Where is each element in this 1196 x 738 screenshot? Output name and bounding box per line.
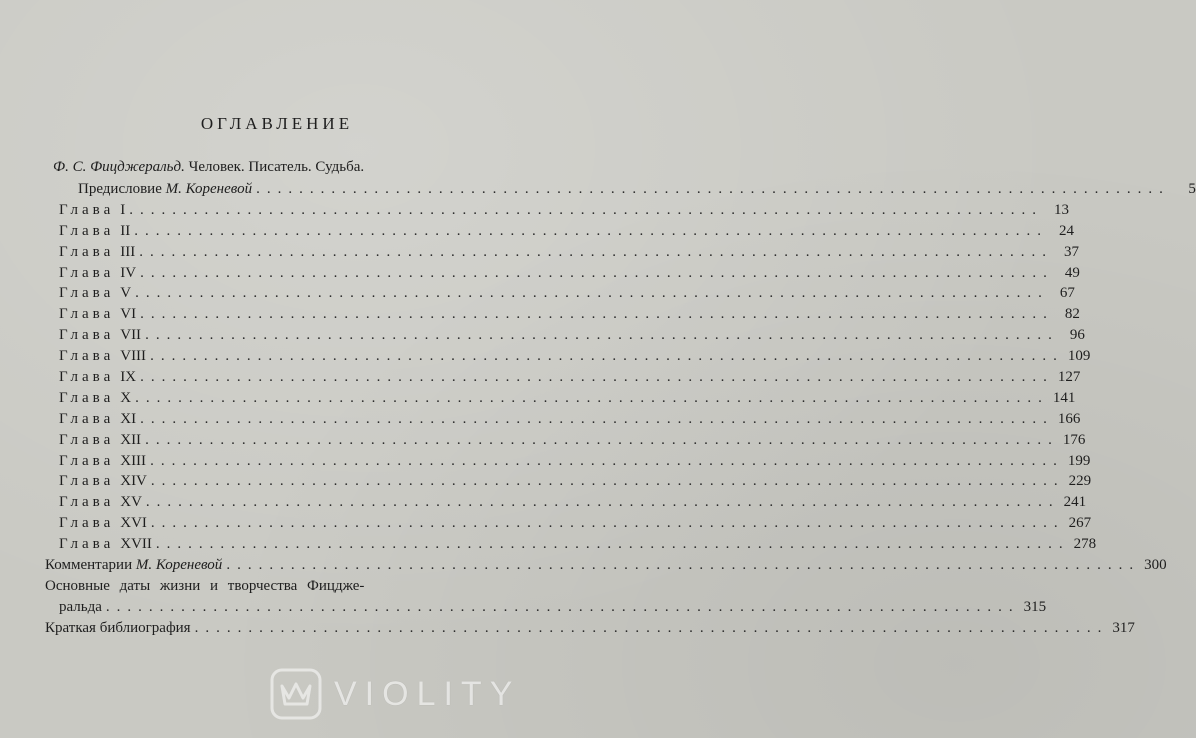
chapter-word: Глава <box>59 264 115 281</box>
page-number: 317 <box>1112 619 1135 636</box>
entry-label <box>59 242 135 263</box>
entry-label <box>59 513 147 534</box>
page-number: 127 <box>1057 369 1081 386</box>
entry-label <box>45 555 222 576</box>
chapter-word: Глава <box>59 515 115 532</box>
dot-leader: ..................................................................................... <box>129 201 1043 218</box>
chapter-numeral: VI <box>120 306 137 323</box>
toc-entry-chapter <box>45 409 1081 430</box>
page-number: 166 <box>1057 410 1081 427</box>
chapter-numeral: II <box>120 222 131 239</box>
page-number: 109 <box>1067 348 1091 365</box>
entry-label <box>59 367 136 388</box>
chapter-word: Глава <box>59 369 115 386</box>
page-number: 24 <box>1058 222 1074 239</box>
intro-title: Человек. Писатель. Судьба. <box>188 159 365 175</box>
comments-author: М. Кореневой <box>135 557 223 574</box>
entry-label <box>59 409 136 430</box>
chapter-numeral: X <box>120 389 132 406</box>
dot-leader: ..................................................................................... <box>140 369 1054 386</box>
entry-label <box>59 534 152 555</box>
entry-label <box>59 388 131 409</box>
page-number: 67 <box>1059 285 1075 302</box>
preface-label: Предисловие <box>78 181 162 197</box>
chapter-word: Глава <box>59 431 115 448</box>
chapter-word: Глава <box>59 410 115 427</box>
page-number: 82 <box>1064 306 1080 323</box>
intro-author: Ф. С. Фицджеральд. <box>53 159 185 175</box>
toc-entry-chapter <box>45 367 1081 388</box>
entry-label <box>59 283 131 304</box>
chapter-numeral: XIII <box>120 452 147 469</box>
chapter-word: Глава <box>59 306 115 323</box>
chapter-word: Глава <box>59 348 115 365</box>
page-number: 267 <box>1068 515 1092 532</box>
chapter-numeral: XIV <box>120 473 147 490</box>
dot-leader: ..................................................................................... <box>134 222 1048 239</box>
toc-entry-chapter <box>45 346 1091 367</box>
toc-entry-chapter <box>45 513 1092 534</box>
toc-entry-chapter <box>45 283 1075 304</box>
entry-label <box>59 346 146 367</box>
dot-leader: ..................................................................................... <box>145 431 1059 448</box>
chapter-word: Глава <box>59 452 115 469</box>
toc-entry-chapter <box>45 325 1085 346</box>
chapter-numeral: I <box>120 201 126 218</box>
chapter-word: Глава <box>59 243 115 260</box>
page-number: 241 <box>1063 494 1087 511</box>
toc-entry-chapter <box>45 451 1091 472</box>
dates-line-1: Основные даты жизни и творчества Фицдже- <box>45 577 365 594</box>
entry-label <box>59 430 141 451</box>
page-number: 315 <box>1023 598 1047 615</box>
page-number: 199 <box>1067 452 1091 469</box>
chapter-numeral: XV <box>120 494 142 511</box>
page-number: 176 <box>1062 431 1086 448</box>
dot-leader: ..................................................................................... <box>135 389 1049 406</box>
page-number: 229 <box>1068 473 1092 490</box>
entry-label <box>59 221 130 242</box>
toc-entry-dates <box>45 576 1047 618</box>
toc-entry-comments <box>45 555 1167 576</box>
toc-entry-chapter <box>45 200 1069 221</box>
dot-leader: ..................................................................................... <box>155 536 1070 553</box>
toc-entry-chapter <box>45 388 1076 409</box>
chapter-list <box>45 200 1097 555</box>
page-title: ОГЛАВЛЕНИЕ <box>200 114 354 133</box>
dot-leader: ..................................................................................... <box>150 473 1065 490</box>
toc-entry-chapter <box>45 430 1086 451</box>
entry-label <box>59 304 136 325</box>
preface-author: М. Кореневой <box>165 181 253 197</box>
dates-line-2: ральда <box>59 598 102 615</box>
chapter-word: Глава <box>59 327 115 344</box>
toc-entry-bibliography <box>45 618 1135 639</box>
page-number: 37 <box>1063 243 1079 260</box>
toc-entry-chapter <box>45 221 1074 242</box>
entry-label <box>59 200 125 221</box>
entry-label <box>59 263 136 284</box>
dot-leader: ..................................................................................... <box>139 243 1053 260</box>
chapter-numeral: XVII <box>120 536 152 553</box>
dot-leader: ..................................................................................... <box>140 410 1054 427</box>
dot-leader: ..................................................................................... <box>140 264 1054 281</box>
page-number: 96 <box>1069 327 1085 344</box>
dot-leader: ..................................................................................... <box>145 327 1059 344</box>
page-number: 300 <box>1144 557 1167 574</box>
chapter-numeral: V <box>120 285 132 302</box>
chapter-word: Глава <box>59 536 115 553</box>
entry-label <box>59 325 141 346</box>
toc-entry-chapter <box>45 471 1092 492</box>
page-number: 278 <box>1073 536 1097 553</box>
watermark <box>270 668 520 720</box>
chapter-numeral: VIII <box>120 348 147 365</box>
violity-crown-logo-icon <box>270 668 322 720</box>
dates-line-2-row <box>45 597 1047 618</box>
toc-entry-chapter <box>45 242 1079 263</box>
chapter-numeral: XII <box>120 431 142 448</box>
comments-label: Комментарии <box>45 557 133 574</box>
page-number: 13 <box>1053 201 1069 218</box>
entry-label <box>78 179 252 200</box>
entry-label <box>59 471 147 492</box>
toc-entry-preface <box>45 179 1196 200</box>
table-of-contents <box>45 155 1196 639</box>
dot-leader: ..................................................................................... <box>105 598 1020 615</box>
chapter-numeral: III <box>120 243 136 260</box>
toc-entry-chapter <box>45 534 1097 555</box>
chapter-word: Глава <box>59 285 115 302</box>
dot-leader: ..................................................................................... <box>256 181 1170 197</box>
dot-leader: ..................................................................................... <box>140 306 1054 323</box>
chapter-numeral: VII <box>120 327 142 344</box>
chapter-word: Глава <box>59 473 115 490</box>
entry-label <box>59 492 142 513</box>
chapter-numeral: XI <box>120 410 137 427</box>
toc-entry-chapter <box>45 263 1080 284</box>
dot-leader: ..................................................................................... <box>194 619 1109 636</box>
dot-leader: ..................................................................................... <box>150 348 1064 365</box>
dot-leader: ..................................................................................... <box>150 452 1064 469</box>
bibliography-label: Краткая библиография <box>45 619 191 636</box>
toc-entry-chapter <box>45 492 1087 513</box>
chapter-numeral: XVI <box>120 515 147 532</box>
dot-leader: ..................................................................................... <box>150 515 1065 532</box>
dot-leader: ..................................................................................... <box>226 557 1141 574</box>
page-number: 5 <box>1188 181 1196 197</box>
chapter-word: Глава <box>59 222 115 239</box>
watermark-text: VIOLITY <box>334 674 521 713</box>
chapter-numeral: IV <box>120 264 137 281</box>
page-number: 49 <box>1064 264 1080 281</box>
entry-label <box>59 451 146 472</box>
toc-entry-chapter <box>45 304 1080 325</box>
chapter-numeral: IX <box>120 369 137 386</box>
chapter-word: Глава <box>59 494 115 511</box>
toc-intro-line <box>45 155 505 179</box>
chapter-word: Глава <box>59 201 115 218</box>
chapter-word: Глава <box>59 389 115 406</box>
dot-leader: ..................................................................................... <box>135 285 1049 302</box>
page-number: 141 <box>1052 389 1076 406</box>
dot-leader: ..................................................................................... <box>145 494 1060 511</box>
